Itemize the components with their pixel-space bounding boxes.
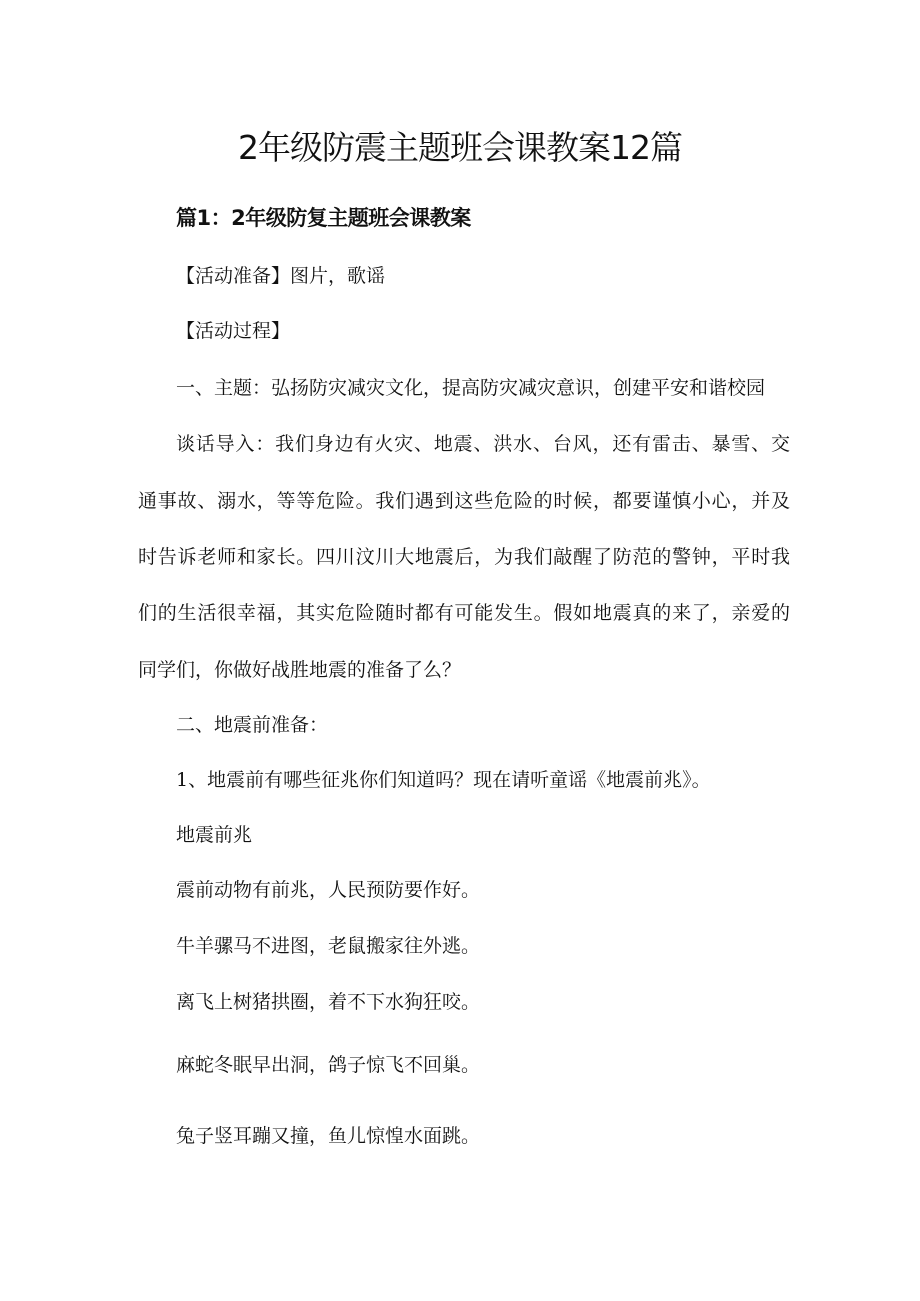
document-title: 2年级防震主题班会课教案12篇 (238, 128, 682, 167)
paragraph-line: 时告诉老师和家长。四川汶川大地震后，为我们敲醒了防范的警钟，平时我 (138, 546, 790, 568)
activity-preparation: 【活动准备】图片，歌谣 (176, 265, 386, 287)
rhyme-title: 地震前兆 (176, 824, 253, 846)
pre-earthquake-heading: 二、地震前准备： (176, 714, 329, 736)
section-heading: 篇1：2年级防复主题班会课教案 (176, 206, 471, 230)
rhyme-line: 牛羊骡马不进图，老鼠搬家往外逃。 (176, 935, 481, 957)
paragraph-line: 谈话导入：我们身边有火灾、地震、洪水、台风，还有雷击、暴雪、交 (176, 433, 790, 455)
paragraph-line: 同学们，你做好战胜地震的准备了么？ (138, 659, 462, 681)
rhyme-line: 麻蛇冬眠早出洞，鸽子惊飞不回巢。 (176, 1054, 481, 1076)
paragraph-line: 们的生活很幸福，其实危险随时都有可能发生。假如地震真的来了，亲爱的 (138, 602, 790, 624)
paragraph-line: 通事故、溺水，等等危险。我们遇到这些危险的时候，都要谨慎小心，并及 (138, 490, 790, 512)
rhyme-line: 离飞上树猪拱圈，着不下水狗狂咬。 (176, 991, 481, 1013)
rhyme-line: 兔子竖耳蹦又撞，鱼儿惊惶水面跳。 (176, 1125, 481, 1147)
rhyme-line: 震前动物有前兆，人民预防要作好。 (176, 879, 481, 901)
question-line: 1、地震前有哪些征兆你们知道吗？现在请听童谣《地震前兆》。 (176, 769, 711, 791)
theme-line: 一、主题：弘扬防灾减灾文化，提高防灾减灾意识，创建平安和谐校园 (176, 377, 766, 399)
activity-process-heading: 【活动过程】 (176, 320, 291, 342)
